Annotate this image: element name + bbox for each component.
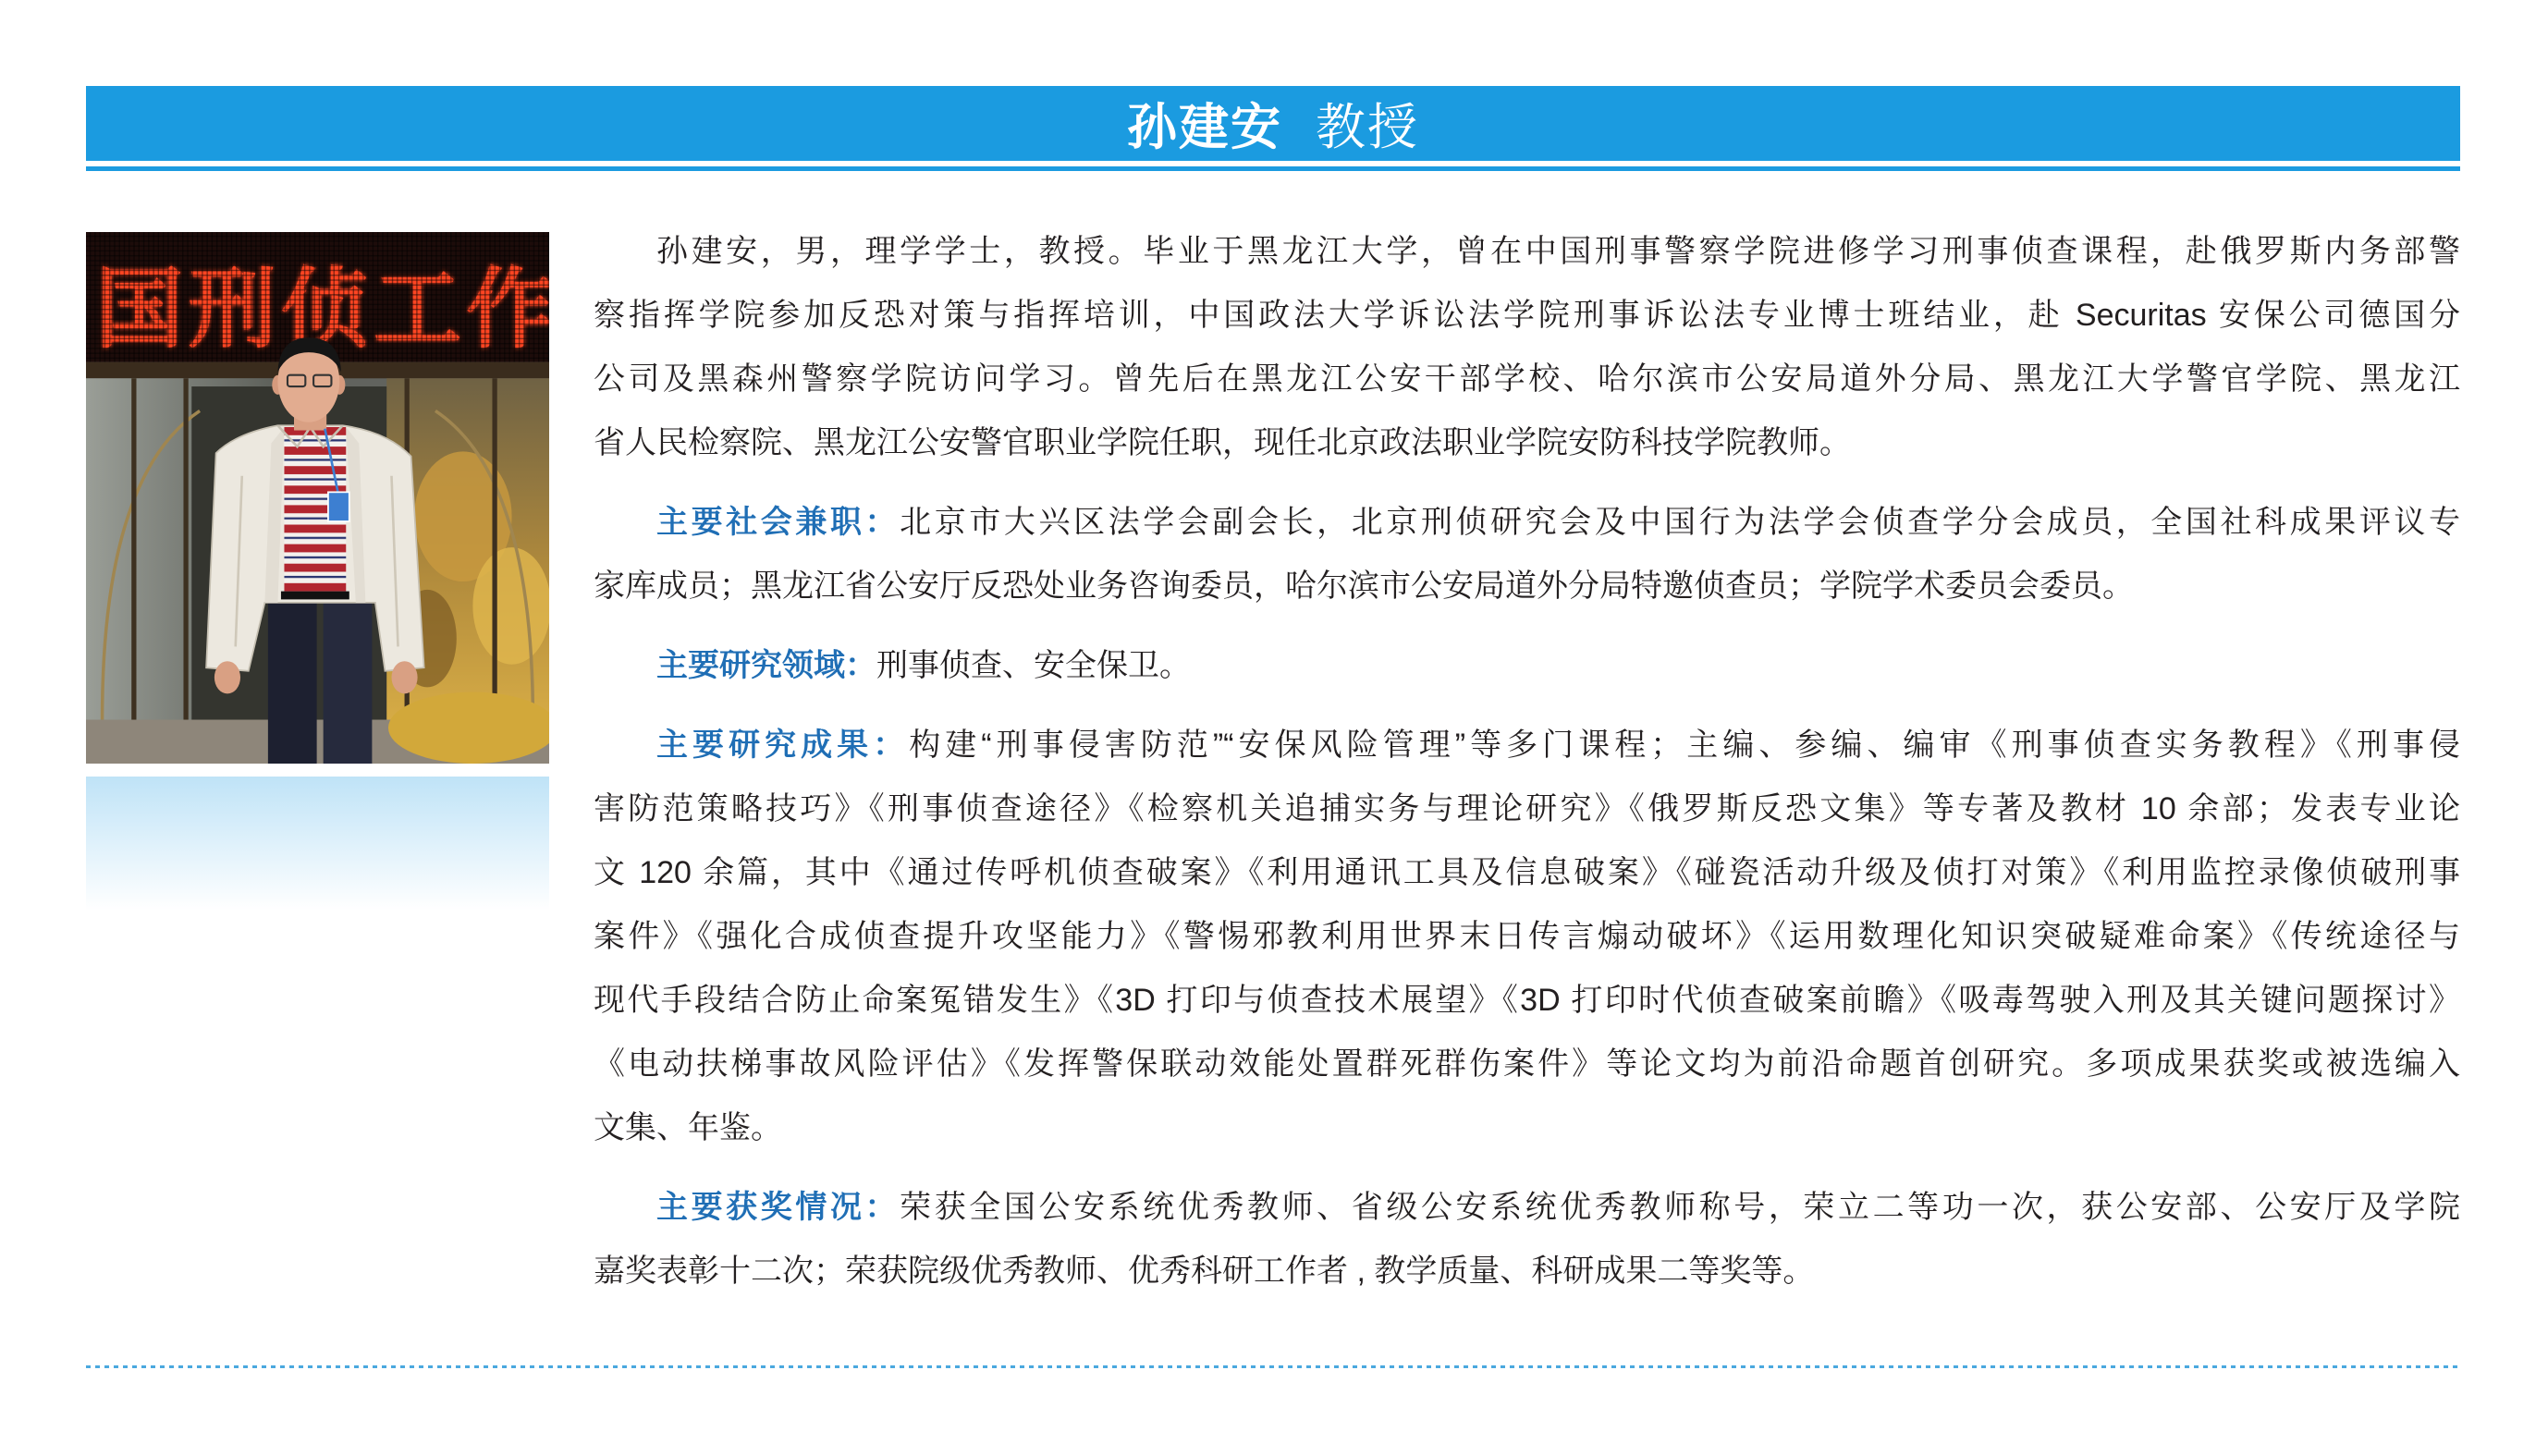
bio-paragraph-research-results [594, 714, 2460, 1160]
door-frame-post [131, 378, 136, 728]
person-leg-left [268, 593, 317, 764]
bio-line: 案件》《强化合成侦查提升攻坚能力》《警惕邪教利用世界末日传言煽动破坏》《运用数理化知识突破疑难命案》《传统途径与 [594, 919, 2460, 954]
bio-line: 文 120 余篇，其中《通过传呼机侦查破案》《利用通讯工具及信息破案》《碰瓷活动升级及侦打对策》《利用监控录像侦破刑事 [594, 855, 2460, 890]
bio-line-text: 刑事侦查、安全保卫。 [876, 648, 1191, 683]
label-social-positions: 主要社会兼职： [656, 505, 900, 540]
bio-paragraph-social-positions [594, 491, 2460, 618]
professor-title: 教授 [1316, 100, 1419, 155]
portrait-photo-frame [86, 232, 549, 764]
photo-shadow-gradient [86, 777, 549, 911]
door-frame-post [492, 378, 496, 728]
bio-paragraph-intro [594, 220, 2460, 475]
label-awards: 主要获奖情况： [656, 1190, 900, 1225]
person-leg-right [324, 593, 373, 764]
bio-line [594, 1176, 2460, 1240]
biography [594, 220, 2460, 1319]
foliage-blob [472, 547, 549, 665]
bio-line: 察指挥学院参加反恐对策与指挥培训，中国政法大学诉讼法学院刑事诉讼法专业博士班结业，赴 Securitas 安保公司德国分 [594, 298, 2460, 333]
bio-line [594, 714, 2460, 777]
header-underline [86, 166, 2460, 171]
bio-paragraph-awards [594, 1176, 2460, 1303]
person-hand-left [214, 661, 240, 693]
person-hand-right [391, 661, 417, 693]
bio-line: 文集、年鉴。 [594, 1110, 782, 1145]
bio-line: 孙建安，男，理学学士，教授。毕业于黑龙江大学，曾在中国刑事警察学院进修学习刑事侦查课程，赴俄罗斯内务部警 [656, 234, 2460, 269]
bio-line-text: 北京市大兴区法学会副会长，北京刑侦研究会及中国行为法学会侦查学分会成员，全国社科成果评议专 [900, 505, 2460, 540]
bio-line: 省人民检察院、黑龙江公安警官职业学院任职，现任北京政法职业学院安防科技学院教师。 [594, 425, 1851, 460]
bio-line: 《电动扶梯事故风险评估》《发挥警保联动效能处置群死群伤案件》等论文均为前沿命题首创研究。多项成果获奖或被选编入 [594, 1046, 2460, 1082]
bio-line: 家库成员；黑龙江省公安厅反恐处业务咨询委员，哈尔滨市公安局道外分局特邀侦查员；学院学术委员会委员。 [594, 569, 2134, 604]
dotted-divider [86, 1365, 2460, 1368]
bio-line: 嘉奖表彰十二次；荣获院级优秀教师、优秀科研工作者 , 教学质量、科研成果二等奖等。 [594, 1254, 1815, 1289]
label-research-fields: 主要研究领域： [656, 648, 876, 683]
bio-line: 害防范策略技巧》《刑事侦查途径》《检察机关追捕实务与理论研究》《俄罗斯反恐文集》等专著及教材 10 余部；发表专业论 [594, 791, 2460, 826]
bio-line-text: 荣获全国公安系统优秀教师、省级公安系统优秀教师称号，荣立二等功一次，获公安部、公安厅及学院 [900, 1190, 2460, 1225]
bio-line: 现代手段结合防止命案冤错发生》《3D 打印与侦查技术展望》《3D 打印时代侦查破案前瞻》《吸毒驾驶入刑及其关键问题探讨》 [594, 983, 2460, 1018]
bio-line-text: 构建“刑事侵害防范”“安保风险管理”等多门课程；主编、参编、编审《刑事侦查实务教程》《刑事侵 [909, 728, 2460, 763]
bio-line [594, 634, 2460, 698]
header-bar [86, 86, 2460, 161]
person-id-badge [328, 492, 349, 521]
bio-paragraph-research-fields [594, 634, 2460, 698]
portrait-photo [86, 232, 549, 764]
door-frame-post [183, 378, 188, 728]
professor-name: 孙建安 [1127, 100, 1282, 155]
bio-line [594, 491, 2460, 555]
person-belt [281, 592, 349, 600]
bio-line: 公司及黑森州警察学院访问学习。曾先后在黑龙江公安干部学校、哈尔滨市公安局道外分局、黑龙江大学警官学院、黑龙江 [594, 361, 2460, 397]
label-research-results: 主要研究成果： [656, 728, 910, 763]
